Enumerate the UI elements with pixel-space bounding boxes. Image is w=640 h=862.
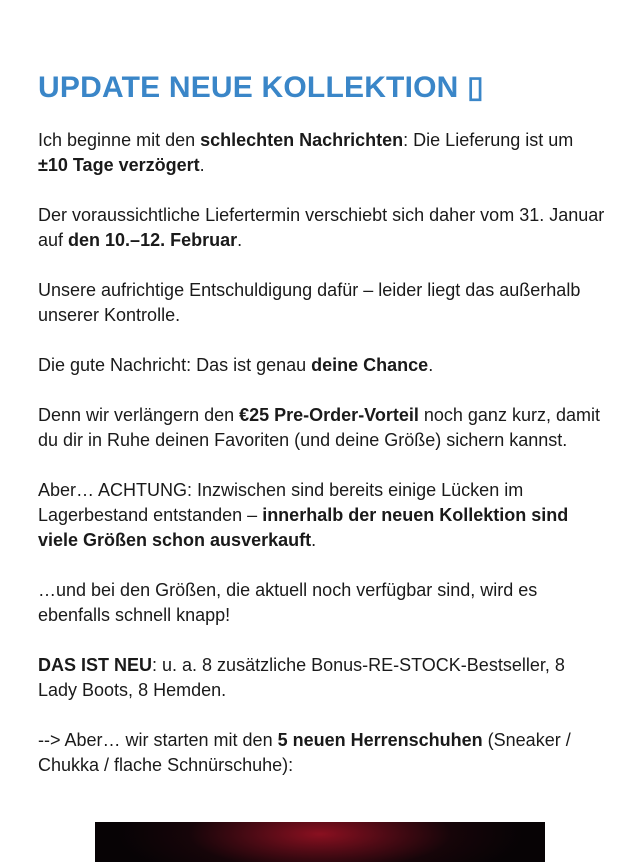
text-bold: deine Chance xyxy=(311,355,429,375)
text-bold: innerhalb der neuen Kollektion sind viele Größen schon ausverkauft xyxy=(38,505,569,550)
text-bold: ±10 Tage verzögert xyxy=(38,155,200,175)
text-bold: DAS IST NEU xyxy=(38,655,153,675)
text: Unsere aufrichtige Entschuldigung dafür – leider liegt das außerhalb unserer Kontrolle. xyxy=(38,280,581,325)
text: . xyxy=(311,530,317,550)
text: --> Aber… wir starten mit den xyxy=(38,730,278,750)
paragraph-new xyxy=(38,653,608,703)
paragraph-preorder xyxy=(38,403,608,453)
paragraph-scarcity xyxy=(38,578,608,628)
email-body xyxy=(38,70,608,803)
text: Aber… ACHTUNG: Inzwischen sind bereits einige Lücken im Lagerbestand entstanden – xyxy=(38,480,524,525)
text: : u. a. 8 zusätzliche Bonus-RE-STOCK-Bestseller, 8 Lady Boots, 8 Hemden. xyxy=(38,655,565,700)
text: noch ganz kurz, damit du dir in Ruhe deinen Favoriten (und deine Größe) sichern kannst. xyxy=(38,405,600,450)
paragraph-mens-shoes xyxy=(38,728,608,778)
text: Die gute Nachricht: Das ist genau xyxy=(38,355,312,375)
paragraph-stock-warning xyxy=(38,478,608,553)
text-bold: 5 neuen Herrenschuhen xyxy=(277,730,483,750)
title-emoji-icon: ▯ xyxy=(467,71,484,104)
paragraph-bad-news xyxy=(38,128,608,178)
hero-image[interactable] xyxy=(95,822,545,862)
text-bold: schlechten Nachrichten xyxy=(200,130,404,150)
paragraph-good-news xyxy=(38,353,608,378)
paragraph-apology xyxy=(38,278,608,328)
text: Ich beginne mit den xyxy=(38,130,201,150)
text: …und bei den Größen, die aktuell noch verfügbar sind, wird es ebenfalls schnell knapp! xyxy=(38,580,538,625)
page-title xyxy=(38,70,608,106)
text: Denn wir verlängern den xyxy=(38,405,240,425)
text: (Sneaker / Chukka / flache Schnürschuhe): xyxy=(38,730,571,775)
paragraph-delivery-date xyxy=(38,203,608,253)
text: . xyxy=(237,230,243,250)
text: . xyxy=(428,355,434,375)
text: : Die Lieferung ist um xyxy=(403,130,574,150)
text: . xyxy=(199,155,205,175)
text-bold: den 10.–12. Februar xyxy=(68,230,238,250)
text: Der voraussichtliche Liefertermin verschiebt sich daher vom 31. Januar auf xyxy=(38,205,605,250)
text-bold: €25 Pre-Order-Vorteil xyxy=(239,405,419,425)
title-text: UPDATE NEUE KOLLEKTION xyxy=(38,71,459,104)
